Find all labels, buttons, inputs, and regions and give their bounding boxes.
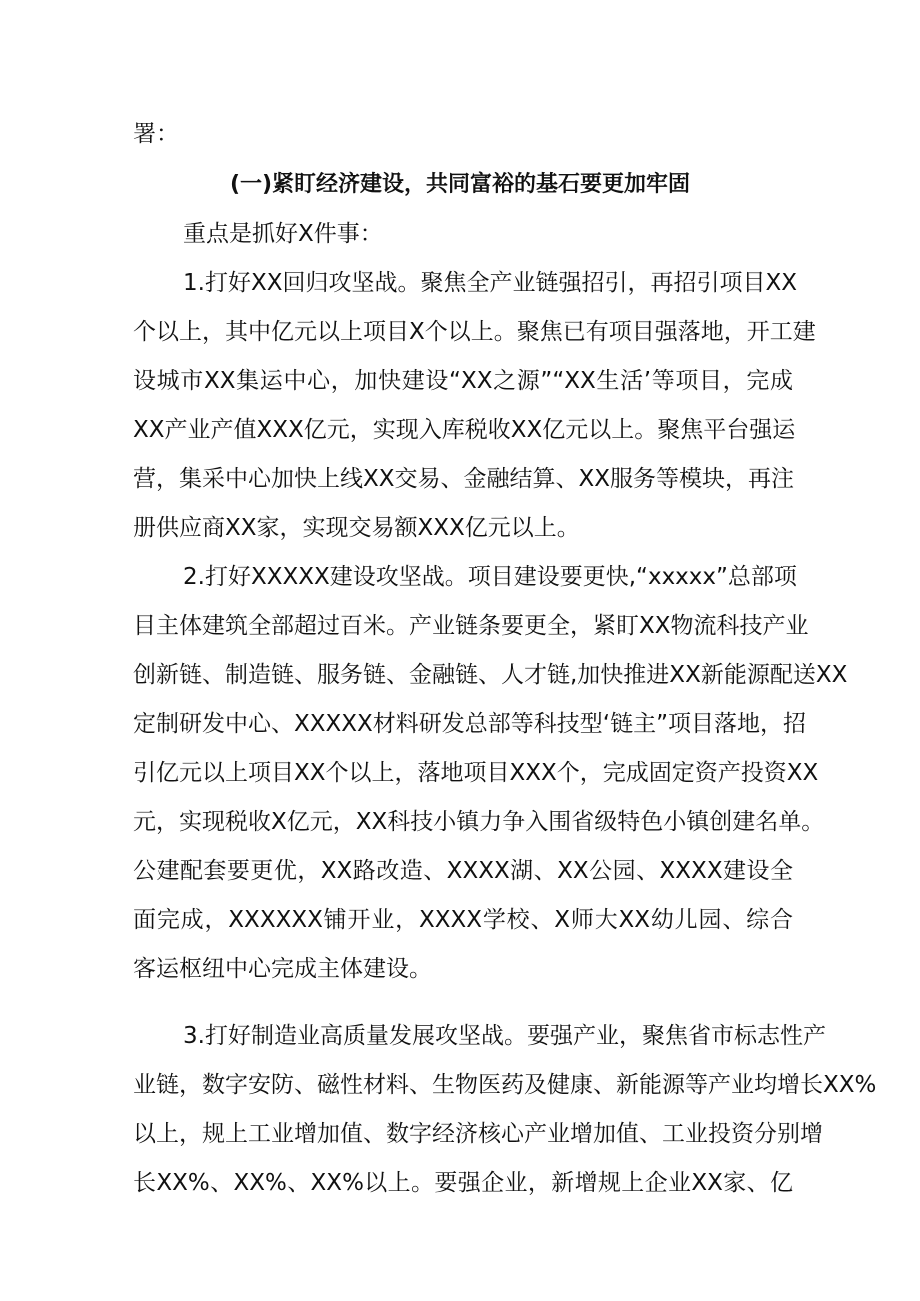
text-line: 定制研发中心、XXXXX材料研发总部等科技型‘链主”项目落地，招 — [133, 711, 807, 737]
text-line: 1.打好XX回归攻坚战。聚焦全产业链强招引，再招引项目XX — [183, 270, 797, 296]
text-line: 2.打好XXXXX建设攻坚战。项目建设要更快,“xxxxx”总部项 — [183, 564, 797, 590]
text-line: 营，集采中心加快上线XX交易、金融结算、XX服务等模块，再注 — [133, 466, 795, 492]
text-line: 目主体建筑全部超过百米。产业链条要更全，紧盯XX物流科技产业 — [133, 613, 809, 639]
text-line: 3.打好制造业高质量发展攻坚战。要强产业，聚焦省市标志性产 — [183, 1023, 826, 1049]
text-line: 重点是抓好X件事： — [183, 221, 383, 247]
text-line: 面完成，XXXXXX铺开业，XXXX学校、X师大XX幼儿园、综合 — [133, 907, 793, 933]
text-line: 元，实现税收X亿元，XX科技小镇力争入围省级特色小镇创建名单。 — [133, 809, 825, 835]
text-line: XX产业产值XXX亿元，实现入库税收XX亿元以上。聚焦平台强运 — [133, 417, 796, 443]
text-line: 业链，数字安防、磁性材料、生物医药及健康、新能源等产业均增长XX% — [133, 1072, 877, 1098]
text-line: 创新链、制造链、服务链、金融链、人才链,加快推进XX新能源配送XX — [133, 662, 848, 688]
text-line: 册供应商XX家，实现交易额XXX亿元以上。 — [133, 515, 580, 541]
text-line: 以上，规上工业增加值、数字经济核心产业增加值、工业投资分别增 — [133, 1121, 823, 1147]
text-line: 引亿元以上项目XX个以上，落地项目XXX个，完成固定资产投资XX — [133, 760, 819, 786]
text-line: 公建配套要更优，XX路改造、XXXX湖、XX公园、XXXX建设全 — [133, 858, 793, 884]
text-line: 署： — [133, 121, 179, 147]
section-heading: (一)紧盯经济建设，共同富裕的基石要更加牢固 — [229, 172, 691, 197]
text-line: 客运枢纽中心完成主体建设。 — [133, 956, 432, 982]
text-line: 设城市XX集运中心，加快建设“XX之源”“XX生活’等项目，完成 — [133, 368, 793, 394]
text-line: 长XX%、XX%、XX%以上。要强企业，新增规上企业XX家、亿 — [133, 1170, 793, 1196]
text-line: 个以上，其中亿元以上项目X个以上。聚焦已有项目强落地，开工建 — [133, 319, 816, 345]
